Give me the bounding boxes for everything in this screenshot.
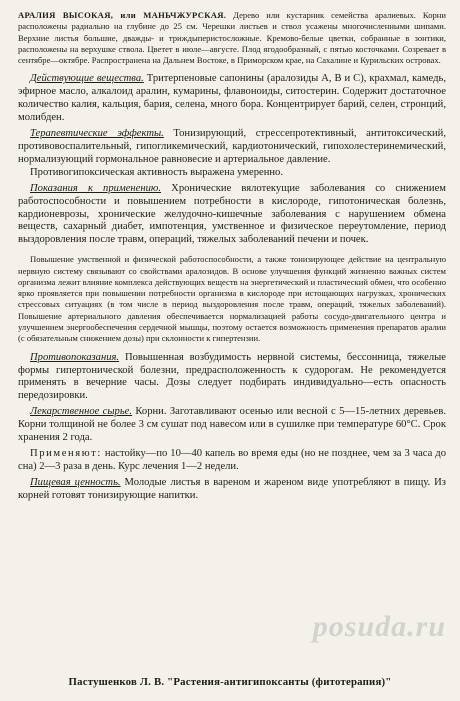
indications-paragraph xyxy=(18,183,446,248)
usage-label: Применяют: xyxy=(30,447,102,459)
plant-title: АРАЛИЯ ВЫСОКАЯ, или МАНЬЧЖУРСКАЯ. xyxy=(18,10,227,20)
source-citation: Пастушенков Л. В. "Растения-антигипоксанты (фитотерапия)" xyxy=(68,676,392,688)
intro-paragraph xyxy=(18,10,446,66)
food-value-label: Пищевая ценность. xyxy=(30,476,121,488)
raw-material-text: Корни. Заготавливают осенью или весной с 5—15-летних деревьев. Корни толщиной не более 3 см сушат под навесом или в сушилке при температуре 60°С. Срок хранения 2 года. xyxy=(18,406,446,444)
active-substances-paragraph xyxy=(18,73,446,125)
usage-text: настойку—по 10—40 капель во время еды (но не позднее, чем за 3 часа до сна) 2—3 раза в день. Курс лечения 1—2 недели. xyxy=(18,447,446,472)
effects-text: Тонизирующий, стрессепротективный, антитоксический, противовоспалительный, гипогликемический, кардиотонический, гипохолестеринемический, нормализующий гормональное равновесие и артериальное давление. xyxy=(18,128,446,165)
food-value-text: Молодые листья в вареном и жареном виде употребляют в пищу. Из корней готовят тонизирующие напитки. xyxy=(18,476,446,501)
indications-label: Показания к применению. xyxy=(30,182,162,194)
active-substances-label: Действующие вещества. xyxy=(30,73,144,85)
raw-material-paragraph xyxy=(18,406,446,445)
contraindications-label: Противопоказания. xyxy=(30,351,120,363)
food-value-paragraph xyxy=(18,477,446,503)
usage-paragraph xyxy=(18,448,446,474)
active-substances-text: Тритерпеновые сапонины (аралозиды А, В и С), крахмал, камедь, эфирное масло, алкалоид аралин, кумарины, флавоноиды, ситостерин. Содержит достаточное количество калия, кальция, бария, селена, много бора. Концентрирует барий, селен, стронций, молибден. xyxy=(18,73,446,124)
raw-material-label: Лекарственное сырье. xyxy=(30,406,133,418)
effects-label: Терапевтические эффекты. xyxy=(30,128,164,140)
watermark-logo: posuda.ru xyxy=(312,610,446,643)
contraindications-text: Повышенная возбудимость нервной системы, бессонница, тяжелые формы гипертонической болезни, предрасположенность к судорогам. Не рекомендуется применять в вечерние часы. Дозы следует подбирать индивидуально—есть опасность передозировки. xyxy=(18,351,446,402)
effects-paragraph xyxy=(18,128,446,167)
intro-text: Дерево или кустарник семейства аралиевых. Корни расположены радиально на глубине до 25 см. Черешки листьев и ствол усажены многочисленными шипами. Верхние листья большие, дважды- и триждыперистосложные. Кремово-белые цветки, собранные в зонтики, расположены на верхушке ствола. Цветет в июле—августе. Плод ягодообразный, с пятью косточками. Созревает в сентябре—октябре. Распространена на Дальнем Востоке, в Приморском крае, на Сахалине и Курильских островах. xyxy=(18,10,446,66)
note-paragraph: Повышение умственной и физической работоспособности, а также тонизирующее действие на центральную нервную систему связывают со свойствами аралозидов. В основе улучшения функций жизненно важных систем организма лежит влияние комплекса действующих веществ на энергетический и пластический обмен, что особенно ярко проявляется при повышении потребности организма в кислороде при истощающих нагрузках, хронических стрессовых ситуациях (в том числе в период выздоровления после травм, операций, тяжелых заболеваний). Повышение артериального давления обеспечивается нормализацией работы сосудо-двигательного центра и улучшением энергообеспечения сердечной мышцы, поэтому остается возможность применения препаратов аралии (с обязательным снижением дозы) при склонности к гипертензии. xyxy=(18,254,446,344)
indications-text: Хронические вялотекущие заболевания со снижением работоспособности и повышением потребности в кислороде, гипотоническая болезнь, кардионеврозы, хронические желудочно-кишечные заболевания с нарушением обмена веществ, сахарный диабет, импотенция, умственное и физическое переутомление, период выздоровления после травм, операций, тяжелых заболеваний печени и почек. xyxy=(18,182,446,246)
effects-extra: Противогипоксическая активность выражена умеренно. xyxy=(30,166,283,178)
contraindications-paragraph xyxy=(18,352,446,404)
